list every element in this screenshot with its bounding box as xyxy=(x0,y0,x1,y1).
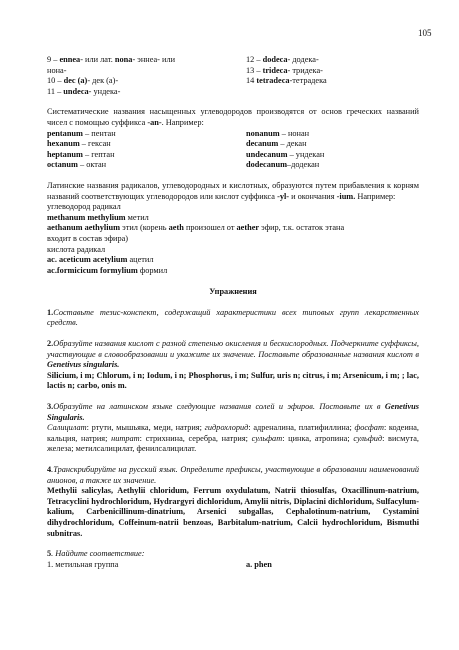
radicals-line xyxy=(47,234,419,245)
alkane-ru: – декан xyxy=(278,139,307,149)
radicals-text: входит в состав эфира) xyxy=(47,233,129,243)
radicals-term: ac. aceticum acetylium xyxy=(47,255,128,265)
exercise-number: 4 xyxy=(47,465,52,474)
salt-items: : стрихнина, серебра, натрия; xyxy=(139,433,252,443)
exercise-1 xyxy=(47,308,419,329)
radicals-term: aether xyxy=(236,223,260,233)
match-right-item: a. phen xyxy=(246,559,272,569)
numeral-term: dodeca xyxy=(262,55,288,64)
numeral-term: trideca xyxy=(262,65,288,75)
page-content xyxy=(47,55,419,570)
radicals-term: methanum methylium xyxy=(47,212,126,222)
alkane-ru: –додекан xyxy=(287,160,320,170)
exercise-5-match xyxy=(47,560,419,571)
numeral-rest: - дек (а)- xyxy=(87,76,119,86)
page-number: 105 xyxy=(418,28,432,38)
numeral-num: 13 – xyxy=(246,65,263,75)
alkane-ru: – пентан xyxy=(82,128,116,138)
radicals-term: aeth xyxy=(168,223,184,233)
numeral-rest: - додека- xyxy=(287,55,319,64)
alkane-term: decanum xyxy=(246,139,279,149)
radicals-line xyxy=(47,245,419,256)
alkane-ru: – гексан xyxy=(79,139,111,149)
alkane-item xyxy=(47,139,246,150)
numeral-row xyxy=(47,55,246,66)
alkane-term: octanum xyxy=(47,160,78,170)
exercise-number: 1. xyxy=(47,307,54,317)
salt-category: гидрохлорид xyxy=(204,423,249,433)
alkane-ru: – октан xyxy=(77,160,107,170)
radicals-text: метил xyxy=(125,212,149,222)
numeral-row xyxy=(246,55,419,66)
exercise-3 xyxy=(47,402,419,423)
salt-items: : кодеина, кальция, натрия; xyxy=(47,423,419,443)
exercise-number: 3. xyxy=(47,402,54,412)
numeral-rest: - тридека- xyxy=(287,65,323,75)
radicals-text: эфир, т.к. остаток этана xyxy=(259,223,345,233)
numeral-prefixes xyxy=(47,55,419,97)
numeral-rest: - эннеа- или xyxy=(132,55,176,64)
numeral-row xyxy=(47,76,246,87)
alkane-col-right xyxy=(246,129,419,171)
alkane-term: heptanum xyxy=(47,149,83,159)
radicals-suffix: -ium. xyxy=(336,191,356,201)
radicals-paragraph xyxy=(47,181,419,202)
numeral-term: nona xyxy=(114,55,133,64)
exercise-text: . Найдите соответствие: xyxy=(51,549,145,559)
radicals-line xyxy=(47,266,419,277)
numeral-row xyxy=(47,66,246,77)
numeral-rest: - или лат. xyxy=(80,55,115,64)
exercise-case: Genetivus Singularis. xyxy=(47,402,419,422)
exercise-list: Methylii salicylas, Aethylii chloridum, Ferrum oxydulatum, Natrii thiosulfas, Oxacillinum-natrium, Tetracyclini hydrochloridum, Hydrargyri dichloridum, Amylii nitris, Diplacini dichloridum, Sulfacylum-kalium, Carbenicillinum-dinatrium, Arsenici subgallas, Cephalotinum-natrium, Cystamini dihydrochloridum, Coffeinum-natrii benzoas, Barbitalum-natrium, Calcii hydrochloridum, Bismuthi subnitras. xyxy=(47,486,419,538)
salt-items: : адреналина, платифиллина; xyxy=(248,423,355,433)
intro-suffix: -an- xyxy=(147,117,162,127)
numeral-rest: нона- xyxy=(47,65,67,75)
match-left-item: 1. метильная группа xyxy=(47,559,119,569)
radicals-text: формил xyxy=(137,265,168,275)
exercise-2-list xyxy=(47,371,419,392)
alkane-list xyxy=(47,129,419,171)
numeral-num: 12 – xyxy=(246,55,263,64)
salt-category: фосфат xyxy=(354,423,384,433)
numeral-row xyxy=(47,87,246,98)
radicals-suffix: -yl- xyxy=(277,191,290,201)
numeral-term: undeca xyxy=(63,86,89,96)
radicals-text: произошел от xyxy=(183,223,237,233)
intro-text: Систематические названия насыщенных углеводородов производятся от основ греческих названий чисел с помощью суффикса xyxy=(47,107,419,127)
exercise-3-list xyxy=(47,423,419,455)
numeral-rest: - ундека- xyxy=(88,86,121,96)
alkane-item xyxy=(47,150,246,161)
exercises-title: Упражнения xyxy=(209,287,257,297)
radicals-text: углеводород радикал xyxy=(47,202,121,212)
alkane-ru: – нонан xyxy=(279,128,310,138)
alkane-ru: – ундекан xyxy=(287,149,325,159)
systematic-intro xyxy=(47,107,419,128)
alkane-item xyxy=(47,129,246,140)
numeral-row xyxy=(246,76,419,87)
exercise-case: Genetivus singularis. xyxy=(47,360,120,370)
numeral-num: 10 – xyxy=(47,76,64,86)
salt-items: : ртути, мышьяка, меди, натрия; xyxy=(86,423,205,433)
exercise-list: Silicium, i m; Chlorum, i n; Iodum, i n; Phosphorus, i m; Sulfur, uris n; citrus, i m; Arsenicum, i m; ; lac, lactis n; carbo, onis m. xyxy=(47,370,419,391)
radicals-text: и окончания xyxy=(289,191,337,201)
numeral-row xyxy=(246,66,419,77)
alkane-ru: – гептан xyxy=(82,149,115,159)
exercise-4 xyxy=(47,465,419,486)
radicals-term: aethanum aethylium xyxy=(47,223,121,233)
salt-category: сульфид xyxy=(353,433,383,443)
numeral-col-left xyxy=(47,55,246,97)
radicals-line xyxy=(47,255,419,266)
radicals-text: этил (корень xyxy=(120,223,169,233)
alkane-item xyxy=(246,150,419,161)
exercise-5 xyxy=(47,549,419,560)
radicals-line xyxy=(47,223,419,234)
alkane-term: pentanum xyxy=(47,128,83,138)
alkane-term: hexanum xyxy=(47,139,80,149)
radicals-text: ацетил xyxy=(127,255,154,265)
exercise-number: 2. xyxy=(47,339,54,349)
match-left xyxy=(47,560,246,571)
exercise-text: .Транскрибируйте на русский язык. Определите префиксы, участвующие в образовании наименований анионов, а также их значение. xyxy=(47,465,419,485)
alkane-item xyxy=(246,139,419,150)
salt-items: : цинка, атропина; xyxy=(282,433,354,443)
numeral-term: dec (a) xyxy=(63,76,88,86)
numeral-col-right xyxy=(246,55,419,97)
numeral-rest: -тетрадека xyxy=(289,76,327,86)
alkane-col-left xyxy=(47,129,246,171)
alkane-item xyxy=(246,160,419,171)
alkane-item xyxy=(47,160,246,171)
alkane-term: dodecanum xyxy=(246,160,288,170)
numeral-term: ennea xyxy=(59,55,81,64)
match-right xyxy=(246,560,419,571)
radicals-text: кислота радикал xyxy=(47,244,106,254)
exercise-text: Образуйте на латинском языке следующие названия солей и эфиров. Поставьте их в xyxy=(53,402,385,412)
alkane-term: undecanum xyxy=(246,149,288,159)
numeral-num: 11 – xyxy=(47,86,64,96)
salt-category: сульфат xyxy=(251,433,283,443)
exercise-text: Образуйте названия кислот с разной степенью окисления и бескислородных. Подчеркните суффиксы, участвующие в словообразовании и укажите их значение. Поставьте образованные названия кислот в xyxy=(47,339,419,359)
numeral-num: 9 – xyxy=(47,55,60,64)
exercise-text: Составьте тезис-конспект, содержащий характеристики всех типовых групп лекарственных средств. xyxy=(47,307,419,328)
salt-category: Салицилат xyxy=(47,423,87,433)
radicals-term: ac.formicicum formylium xyxy=(47,265,138,275)
radicals-line xyxy=(47,213,419,224)
salt-category: нитрат xyxy=(111,433,140,443)
exercise-2 xyxy=(47,339,419,371)
alkane-item xyxy=(246,129,419,140)
numeral-num: 14 xyxy=(246,76,257,86)
alkane-term: nonanum xyxy=(246,128,280,138)
radicals-text: Например: xyxy=(355,191,396,201)
numeral-term: tetradeca xyxy=(256,76,290,86)
radicals-line xyxy=(47,202,419,213)
exercise-4-list xyxy=(47,486,419,539)
intro-text: . Например: xyxy=(161,117,204,127)
radicals-text: Латинские названия радикалов, углеводородных и кислотных, образуются путем прибавления к корням названий соответствующих углеводородов или кислот суффикса xyxy=(47,180,419,201)
salt-items: : висмута, железа; метилсалицилат, фенилсалицилат. xyxy=(47,433,419,454)
exercise-number: 5 xyxy=(47,549,52,559)
